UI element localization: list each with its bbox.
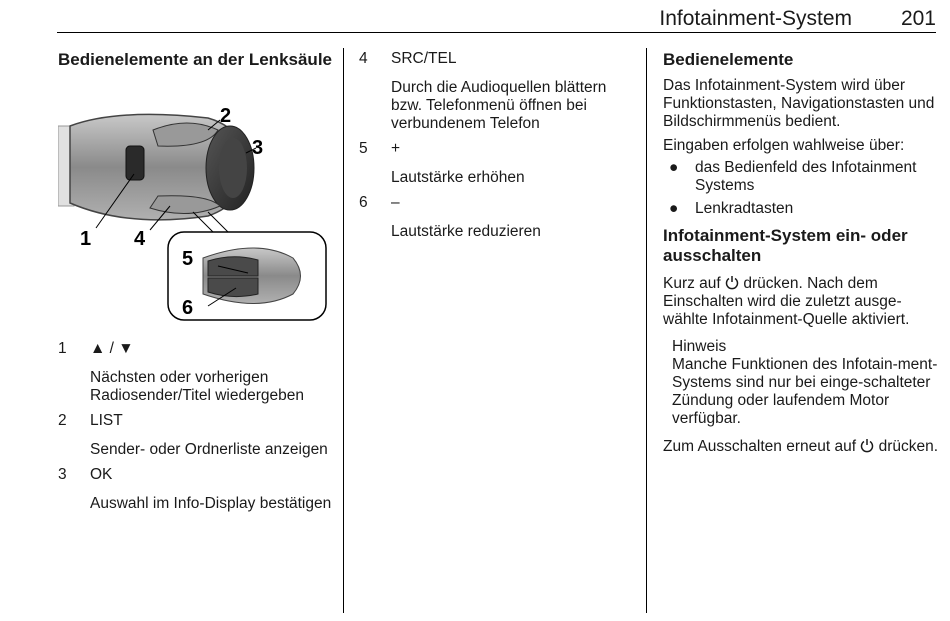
note-text: Manche Funktionen des Infotain-ment-Systems sind nur bei einge-schalteter Zündung oder laufendem Motor verfügbar.: [672, 356, 938, 427]
figure-label: 3: [252, 137, 264, 159]
note-box: [672, 338, 945, 428]
item-label: +: [391, 140, 401, 157]
note-title: Hinweis: [672, 338, 727, 355]
ok-button-face: [219, 138, 247, 198]
item-description: Nächsten oder vorherigen Radiosender/Titel wiedergeben: [90, 369, 304, 404]
volume-up-button: [208, 257, 258, 276]
power-icon: [860, 438, 874, 453]
section-heading: Bedienelemente an der Lenksäule: [58, 50, 332, 69]
item-number: 1: [58, 340, 67, 357]
item-label: SRC/TEL: [391, 50, 457, 67]
item-description: Lautstärke reduzieren: [391, 223, 541, 240]
volume-down-button: [208, 278, 258, 297]
column-1: [58, 48, 333, 512]
column-2: [359, 48, 639, 241]
page-header: [0, 0, 950, 36]
item-number: 3: [58, 466, 67, 483]
item-number: 6: [359, 194, 368, 211]
paragraph: Das Infotainment-System wird über Funktionstasten, Navigationstasten und Bildschirmmenüs bedient.: [663, 77, 935, 130]
column-3: [663, 48, 945, 456]
power-icon: [725, 275, 739, 290]
figure-label: 2: [220, 108, 232, 127]
item-number: 2: [58, 412, 67, 429]
list-item: [58, 466, 333, 513]
item-label: –: [391, 194, 400, 211]
header-rule: [57, 32, 936, 33]
figure-label: 1: [80, 228, 92, 250]
item-description: Lautstärke erhöhen: [391, 169, 525, 186]
list-item: [58, 412, 333, 459]
list-item: [359, 50, 639, 133]
section-heading: Bedienelemente: [663, 50, 794, 69]
section-heading: Infotainment-System ein- oder ausschalten: [663, 226, 908, 265]
inset-connector: [208, 212, 228, 232]
page-number: 201: [900, 7, 936, 30]
steering-column-figure: [58, 108, 333, 328]
item-description: Auswahl im Info-Display bestätigen: [90, 495, 332, 512]
list-item: [359, 194, 639, 241]
list-item: ● das Bedienfeld des Infotainment Systems: [669, 159, 917, 194]
bullet-list: [663, 159, 945, 218]
figure-label: 4: [134, 228, 146, 250]
item-number: 4: [359, 50, 368, 67]
lever-illustration: [58, 108, 333, 328]
column-divider: [343, 48, 344, 613]
column-divider: [646, 48, 647, 613]
figure-label: 6: [182, 297, 194, 319]
item-description: Sender- oder Ordnerliste anzeigen: [90, 441, 328, 458]
header-title: Infotainment-System: [659, 7, 852, 30]
item-number: 5: [359, 140, 368, 157]
paragraph: Eingaben erfolgen wahlweise über:: [663, 137, 905, 154]
bullet: ●: [669, 159, 679, 176]
item-label: ▲ / ▼: [90, 340, 134, 357]
item-label: OK: [90, 466, 113, 483]
bullet: ●: [669, 200, 679, 217]
list-item: ● Lenkradtasten: [669, 200, 794, 217]
item-label: LIST: [90, 412, 123, 429]
list-item: [359, 140, 639, 187]
figure-label: 5: [182, 248, 194, 270]
item-description: Durch die Audioquellen blättern bzw. Telefonmenü öffnen bei verbundenem Telefon: [391, 79, 607, 132]
list-item: [58, 340, 333, 405]
thumb-wheel: [126, 146, 144, 180]
paragraph: Zum Ausschalten erneut auf drücken.: [663, 438, 939, 455]
paragraph: Kurz auf drücken. Nach dem Einschalten wird die zuletzt ausge-wählte Infotainment-Quelle aktiviert.: [663, 275, 910, 328]
